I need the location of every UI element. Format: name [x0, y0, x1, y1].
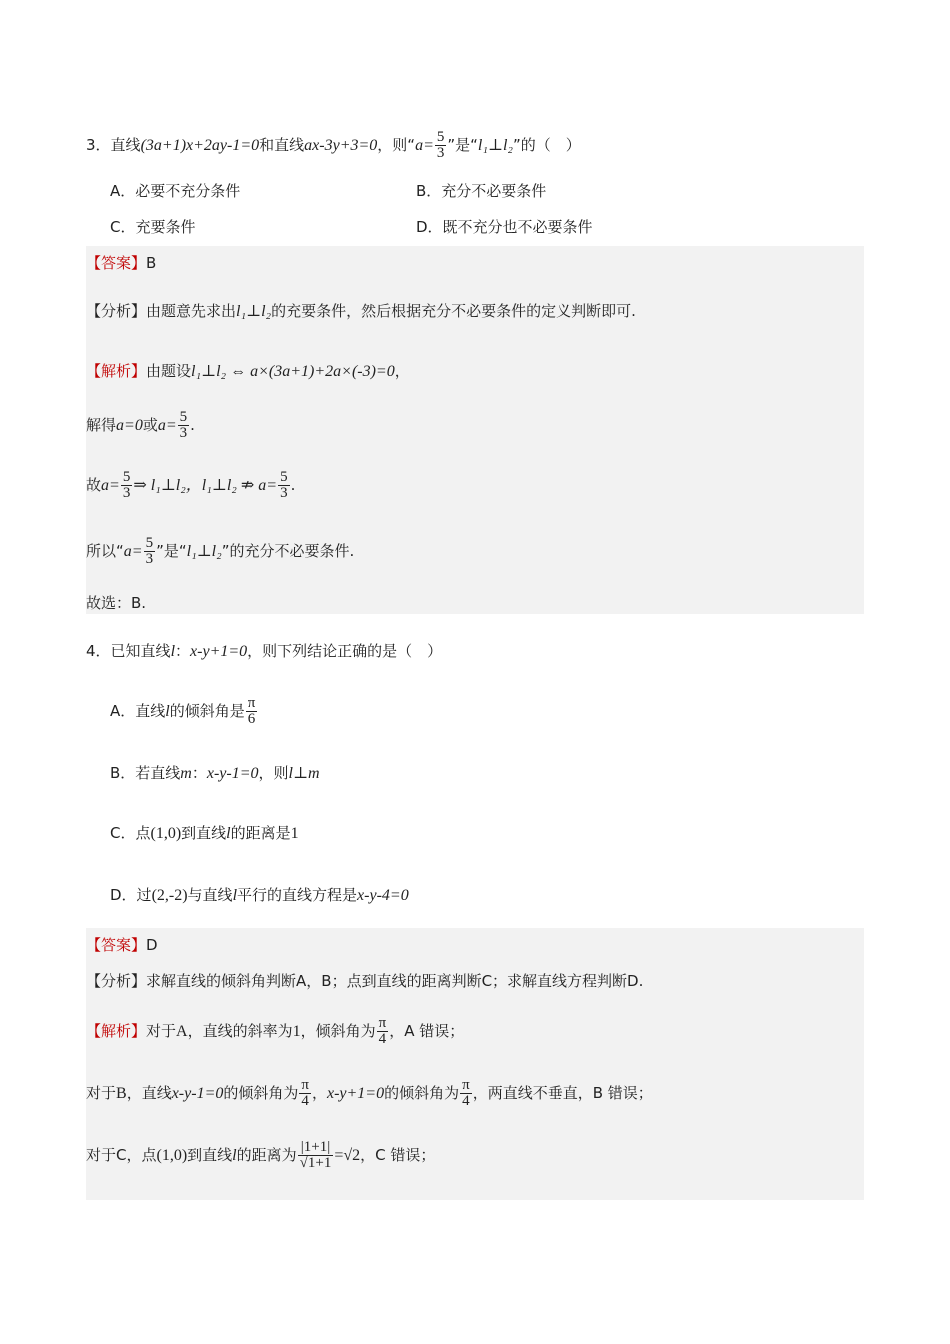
s3-eq: =√2 [334, 1147, 361, 1164]
s3-d: ，C 错误； [360, 1146, 436, 1164]
s2-b: ，直线 [126, 1084, 172, 1102]
q3-stem [86, 130, 581, 161]
q3-number: 3． [86, 136, 111, 154]
s2-e: 的倾斜角为 [384, 1084, 460, 1102]
q3-l1-equation: (3a+1)x+2ay-1=0 [140, 137, 260, 154]
s3-fraction [298, 1140, 334, 1171]
q3-option-c: C．充要条件 [110, 218, 196, 236]
solution-tag: 【解析】 [86, 362, 147, 380]
s3-l: l [232, 1147, 237, 1164]
frac-num: π [462, 1077, 470, 1093]
q4-option-b [110, 762, 320, 783]
q3-perp: l₁⊥l₂ [477, 137, 513, 154]
s3-a: 对于C，点 [86, 1146, 157, 1164]
sol3-a: a= [101, 477, 120, 494]
sol4-a: 所以“ [86, 542, 124, 560]
q4-stem [86, 640, 442, 661]
s1-k: 1 [292, 1023, 301, 1040]
s2-d: ， [311, 1084, 327, 1102]
frac-num: 5 [145, 535, 154, 551]
opt-b-perp: l⊥m [288, 765, 320, 782]
answer-value: B [146, 254, 157, 272]
sol4-e: ”的充分不必要条件. [221, 542, 355, 560]
q4-option-d [110, 884, 409, 905]
sol3-b: ⇒ l₁⊥l₂，l₁⊥l₂ ⇏ a= [133, 477, 278, 494]
q3-option-a: A．必要不充分条件 [110, 182, 241, 200]
analysis-tag: 【分析】 [86, 302, 147, 320]
s1-d: ，A 错误； [389, 1022, 465, 1040]
s3-c: 的距离为 [236, 1146, 297, 1164]
sol1-text: 由题设 [146, 362, 192, 380]
sol2-or: 或 [142, 416, 158, 434]
sol4-c: ”是“ [156, 542, 187, 560]
frac-den: 4 [301, 1093, 309, 1109]
q4-analysis [86, 970, 643, 991]
s1-a: 对于 [146, 1022, 177, 1040]
frac-den: 6 [247, 711, 256, 727]
frac-num: π [378, 1015, 387, 1031]
opt-c-text: C．点 [110, 824, 151, 842]
q4-stem-b: ，则下列结论正确的是（ ） [247, 642, 443, 660]
frac-den: 3 [280, 485, 288, 501]
opt-a-text-b: 的倾斜角是 [169, 702, 245, 720]
s2-a: 对于 [86, 1084, 117, 1102]
analysis-text-b: 的充要条件，然后根据充分不必要条件的定义判断即可. [271, 302, 636, 320]
answer-value: D [146, 936, 158, 954]
s1-A: A [176, 1023, 188, 1040]
opt-d-text-b: 与直线 [187, 886, 233, 904]
opt-a-l: l [165, 703, 170, 720]
s3-b: 到直线 [187, 1146, 233, 1164]
opt-c-text-c: 的距离是 [230, 824, 291, 842]
q3-is: ”是“ [447, 136, 478, 154]
q3-fraction [435, 130, 447, 161]
s1-fraction [377, 1016, 389, 1047]
solution-tag: 【解析】 [86, 1022, 147, 1040]
q3-a-eq: a= [415, 137, 434, 154]
sol2-fraction [178, 410, 190, 441]
frac-den: 3 [436, 145, 445, 161]
frac-num: 5 [280, 469, 288, 485]
q4-colon: ： [175, 642, 191, 660]
q3-tail: ”的（ ） [512, 136, 581, 154]
q4-option-a [110, 696, 258, 727]
sol1-end: ， [394, 362, 410, 380]
s2-f: ，两直线不垂直，B 错误； [472, 1084, 653, 1102]
s3-point: (1,0) [156, 1147, 188, 1164]
s2-fraction-2 [460, 1078, 472, 1109]
sol3-end: . [290, 476, 296, 494]
opt-c-l: l [226, 825, 231, 842]
s2-B: B [116, 1085, 127, 1102]
q4-stem-a: 已知直线 [110, 642, 171, 660]
q3-stem-then: ，则“ [377, 136, 416, 154]
analysis-tag: 【分析】 [86, 972, 147, 990]
frac-den: 3 [122, 485, 131, 501]
q3-solution-line3 [86, 470, 295, 501]
opt-a-fraction [246, 696, 258, 727]
opt-d-text: D．过 [110, 886, 152, 904]
answer-tag: 【答案】 [86, 936, 147, 954]
s2-fraction-1 [299, 1078, 311, 1109]
frac-den: √1+1 [299, 1155, 332, 1171]
opt-b-text-b: ，则 [258, 764, 289, 782]
q4-answer [86, 934, 158, 955]
sol4-fraction [144, 536, 156, 567]
opt-d-eq: x-y-4=0 [357, 887, 409, 904]
q3-option-d: D．既不充分也不必要条件 [416, 218, 593, 236]
q3-solution-line5: 故选：B. [86, 594, 147, 612]
sol2-end: . [190, 416, 195, 434]
sol3-fraction-2 [278, 470, 290, 501]
sol3-fraction-1 [121, 470, 133, 501]
s2-eq2: x-y+1=0 [326, 1085, 385, 1102]
opt-b-m: m [180, 765, 192, 782]
opt-b-text: B．若直线 [110, 764, 181, 782]
frac-num: 5 [179, 409, 188, 425]
analysis-text-a: 由题意先求出 [146, 302, 237, 320]
opt-b-eq: x-y-1=0 [206, 765, 259, 782]
q3-option-b: B．充分不必要条件 [416, 182, 547, 200]
opt-b-colon: ： [191, 764, 207, 782]
opt-c-text-b: 到直线 [181, 824, 227, 842]
s2-c: 的倾斜角为 [223, 1084, 299, 1102]
s1-b: ，直线的斜率为 [187, 1022, 293, 1040]
q4-solution-line2 [86, 1078, 653, 1109]
sol2-text: 解得 [86, 416, 117, 434]
frac-num: |1+1| [298, 1140, 334, 1156]
sol3-text: 故 [86, 476, 102, 494]
answer-tag: 【答案】 [86, 254, 147, 272]
q4-solution-line1 [86, 1016, 464, 1047]
opt-d-point: (2,-2) [151, 887, 188, 904]
opt-c-point: (1,0) [150, 825, 182, 842]
q3-answer [86, 252, 156, 273]
analysis-text: 求解直线的倾斜角判断A，B；点到直线的距离判断C；求解直线方程判断D. [146, 972, 644, 990]
frac-num: 5 [122, 469, 131, 485]
q3-stem-mid: 和直线 [259, 136, 305, 154]
s1-c: ，倾斜角为 [300, 1022, 376, 1040]
sol4-b: a= [123, 543, 143, 560]
frac-den: 4 [378, 1031, 387, 1047]
frac-num: π [247, 695, 256, 711]
frac-den: 3 [179, 425, 188, 441]
q3-stem-prefix: 直线 [110, 136, 141, 154]
s2-eq1: x-y-1=0 [171, 1085, 224, 1102]
opt-c-value: 1 [290, 825, 299, 842]
frac-num: 5 [436, 129, 445, 145]
sol2-b: a= [157, 417, 177, 434]
q3-solution-line4 [86, 536, 354, 567]
q3-solution-line2 [86, 410, 195, 441]
q4-l: l [170, 643, 176, 660]
q3-solution-line1 [86, 360, 410, 381]
opt-a-text: A．直线 [110, 702, 166, 720]
q4-number: 4． [86, 642, 111, 660]
q3-l2-equation: ax-3y+3=0 [304, 137, 378, 154]
sol4-d: l₁⊥l₂ [186, 543, 222, 560]
q4-option-c [110, 822, 299, 843]
opt-d-l: l [232, 887, 238, 904]
frac-num: π [301, 1077, 309, 1093]
frac-den: 4 [462, 1093, 470, 1109]
q3-analysis [86, 300, 636, 321]
q4-eq: x-y+1=0 [190, 643, 248, 660]
analysis-perp: l₁⊥l₂ [236, 303, 272, 320]
q4-solution-line3 [86, 1140, 435, 1171]
sol1-math: l₁⊥l₂ ⇔ a×(3a+1)+2a×(-3)=0 [191, 363, 395, 380]
frac-den: 3 [145, 551, 154, 567]
sol2-a: a=0 [116, 417, 143, 434]
opt-d-text-c: 平行的直线方程是 [237, 886, 358, 904]
